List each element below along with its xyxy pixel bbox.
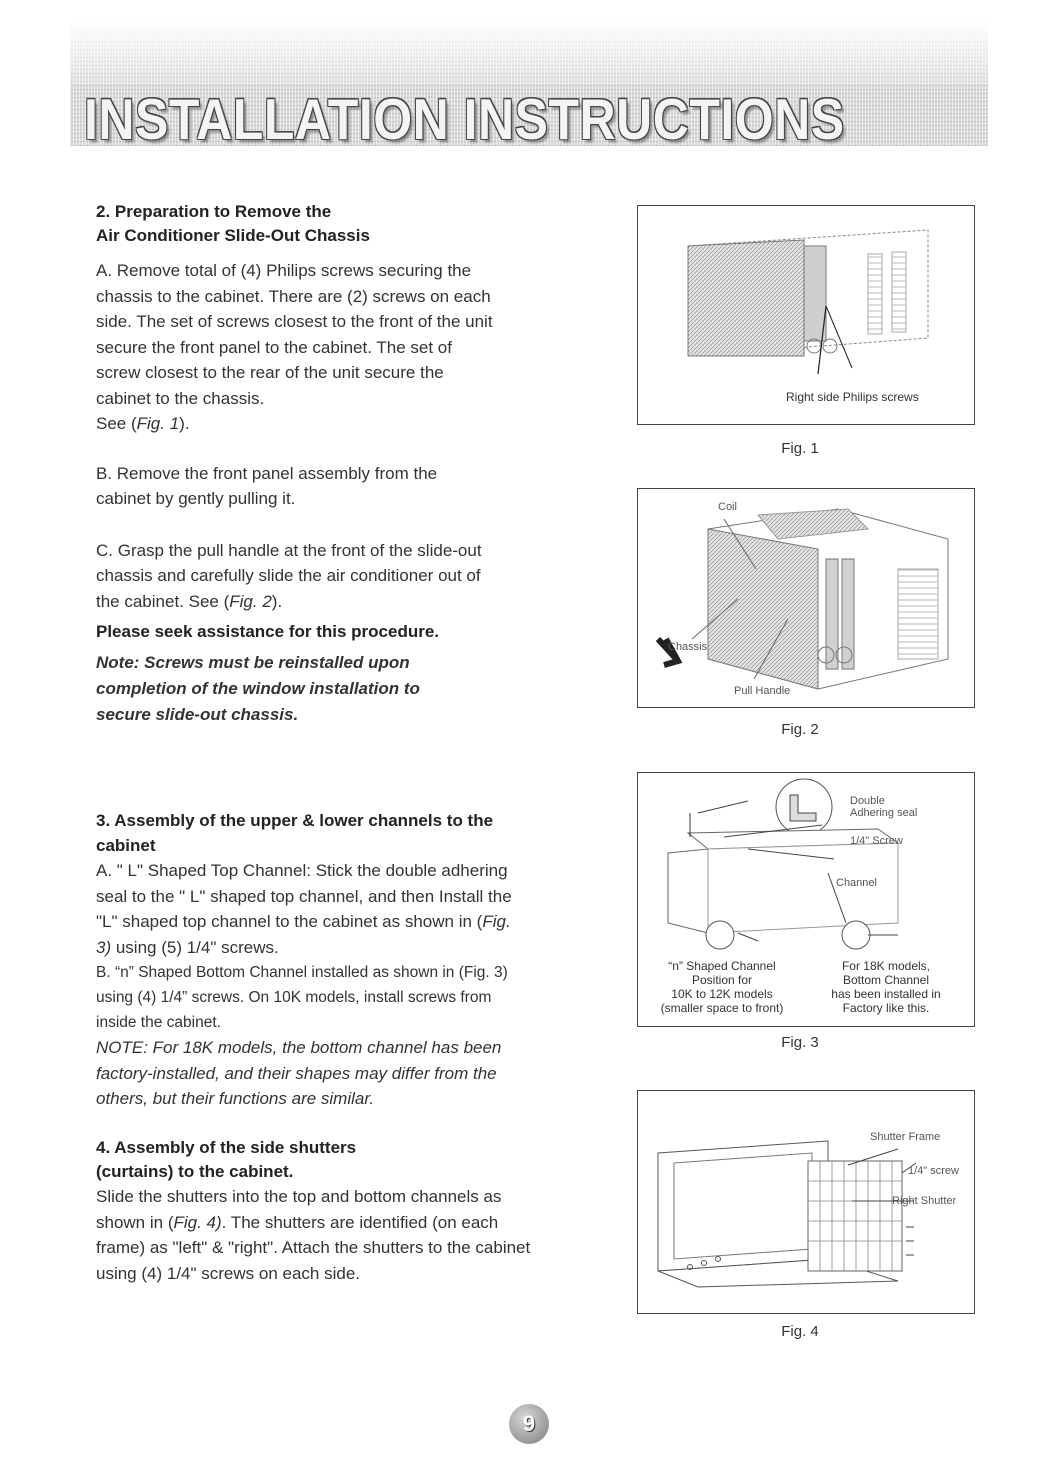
fig3-caption: Fig. 3 [781, 1034, 819, 1051]
fig3-screw-label: 1/4" Screw [850, 835, 903, 847]
fig2-chassis-label: Chassis [668, 641, 708, 653]
fig3-seal-label-1: Double [850, 795, 885, 807]
section-2-note: Note: Screws must be reinstalled upon completion of the window installation to secure slide-out chassis. [96, 653, 420, 724]
fig3-ref: Fig. 3) [96, 912, 511, 957]
para-c-text: C. Grasp the pull handle at the front of the slide-out chassis and carefully slide the air conditioner out of the cabinet. See ( [96, 540, 482, 611]
para-3a-text: A. " L" Shaped Top Channel: Stick the double adhering seal to the " L" shaped top channel, and then Install the "L" shaped top channel to the cabinet as shown in ( [96, 861, 512, 931]
figure-2 [637, 488, 975, 708]
fig4-caption: Fig. 4 [781, 1323, 819, 1340]
fig1-label: Right side Philips screws [786, 390, 919, 404]
fig3-right-line4: Factory like this. [842, 1001, 930, 1015]
page-title: INSTALLATION INSTRUCTIONS [84, 87, 845, 152]
see-text: See ( [96, 414, 137, 433]
para-4-text: Slide the shutters into the top and bottom channels as shown in ( [96, 1187, 502, 1232]
para-a-text: A. Remove total of (4) Philips screws securing the chassis to the cabinet. There are (2) screws on each side. The set of screws closest to the front of the unit secure the front panel to the cabinet. The set of screw closest to the rear of the unit secure the cabinet to the chassis. [96, 261, 493, 408]
fig4-ref: Fig. 4) [173, 1212, 222, 1232]
fig2-illustration [638, 489, 974, 707]
banner-shade [70, 20, 988, 84]
fig3-right-note [806, 959, 966, 1015]
section-4 [96, 1136, 536, 1286]
fig4-right-shutter-label: Right Shutter [892, 1195, 957, 1207]
fig3-right-line1: For 18K models, [841, 959, 931, 973]
header-banner [70, 20, 988, 152]
section-3-para-a [96, 858, 528, 960]
fig3-right-line2: Bottom Channel [842, 973, 930, 987]
fig1-caption: Fig. 1 [781, 440, 819, 457]
section-3-note: NOTE: For 18K models, the bottom channel has been factory-installed, and their shapes may differ from the others, but their functions are similar. [96, 1038, 502, 1108]
fig2-caption: Fig. 2 [781, 721, 819, 738]
fig2-pull-handle-label: Pull Handle [734, 685, 791, 697]
section-3-heading: 3. Assembly of the upper & lower channels to the cabinet [96, 811, 494, 855]
assistance-text: Please seek assistance for this procedure. [96, 622, 440, 641]
section-2 [96, 200, 536, 728]
fig4-screw-label: 1/4" screw [908, 1165, 959, 1177]
fig3-left-line2: Position for [691, 973, 753, 987]
fig3-left-note [638, 959, 806, 1015]
fig3-left-line4: (smaller space to front) [660, 1001, 784, 1015]
section-4-para [96, 1184, 532, 1286]
para-c-end: ). [271, 591, 283, 611]
see-end: ). [179, 414, 190, 433]
figure-4 [637, 1090, 975, 1314]
section-2-heading-line1: 2. Preparation to Remove the [96, 202, 332, 221]
page-number: 9 [509, 1404, 549, 1444]
fig2-ref: Fig. 2 [229, 591, 272, 611]
para-3a-end: using (5) 1/4" screws. [111, 937, 279, 957]
fig3-seal-label-2: Adhering seal [850, 807, 918, 819]
fig3-channel-label: Channel [836, 877, 877, 889]
figure-3 [637, 772, 975, 1027]
fig3-left-line3: 10K to 12K models [671, 987, 773, 1001]
fig2-coil-label: Coil [718, 501, 737, 513]
section-4-heading-line1: 4. Assembly of the side shutters [96, 1138, 357, 1157]
section-2-para-c [96, 538, 496, 615]
section-3 [96, 808, 536, 1112]
section-2-para-b: B. Remove the front panel assembly from the cabinet by gently pulling it. [96, 463, 438, 508]
fig3-left-line1: “n” Shaped Channel [668, 959, 776, 973]
figure-1 [637, 205, 975, 425]
para-4-end: . The shutters are identified (on each frame) as "left" & "right". Attach the shutters to the cabinet using (4) 1/4" screws on each side. [96, 1212, 531, 1283]
fig1-ref: Fig. 1 [136, 414, 180, 433]
section-3-para-b: B. “n” Shaped Bottom Channel installed as shown in (Fig. 3) using (4) 1/4” screws. On 10K models, install screws from inside the cabinet. [96, 964, 508, 1031]
fig4-shutter-frame-label: Shutter Frame [870, 1131, 941, 1143]
section-2-heading-line2: Air Conditioner Slide-Out Chassis [96, 226, 370, 245]
section-2-para-a [96, 258, 496, 437]
section-4-heading-line2: (curtains) to the cabinet. [96, 1162, 294, 1181]
fig3-right-line3: has been installed in [831, 987, 941, 1001]
